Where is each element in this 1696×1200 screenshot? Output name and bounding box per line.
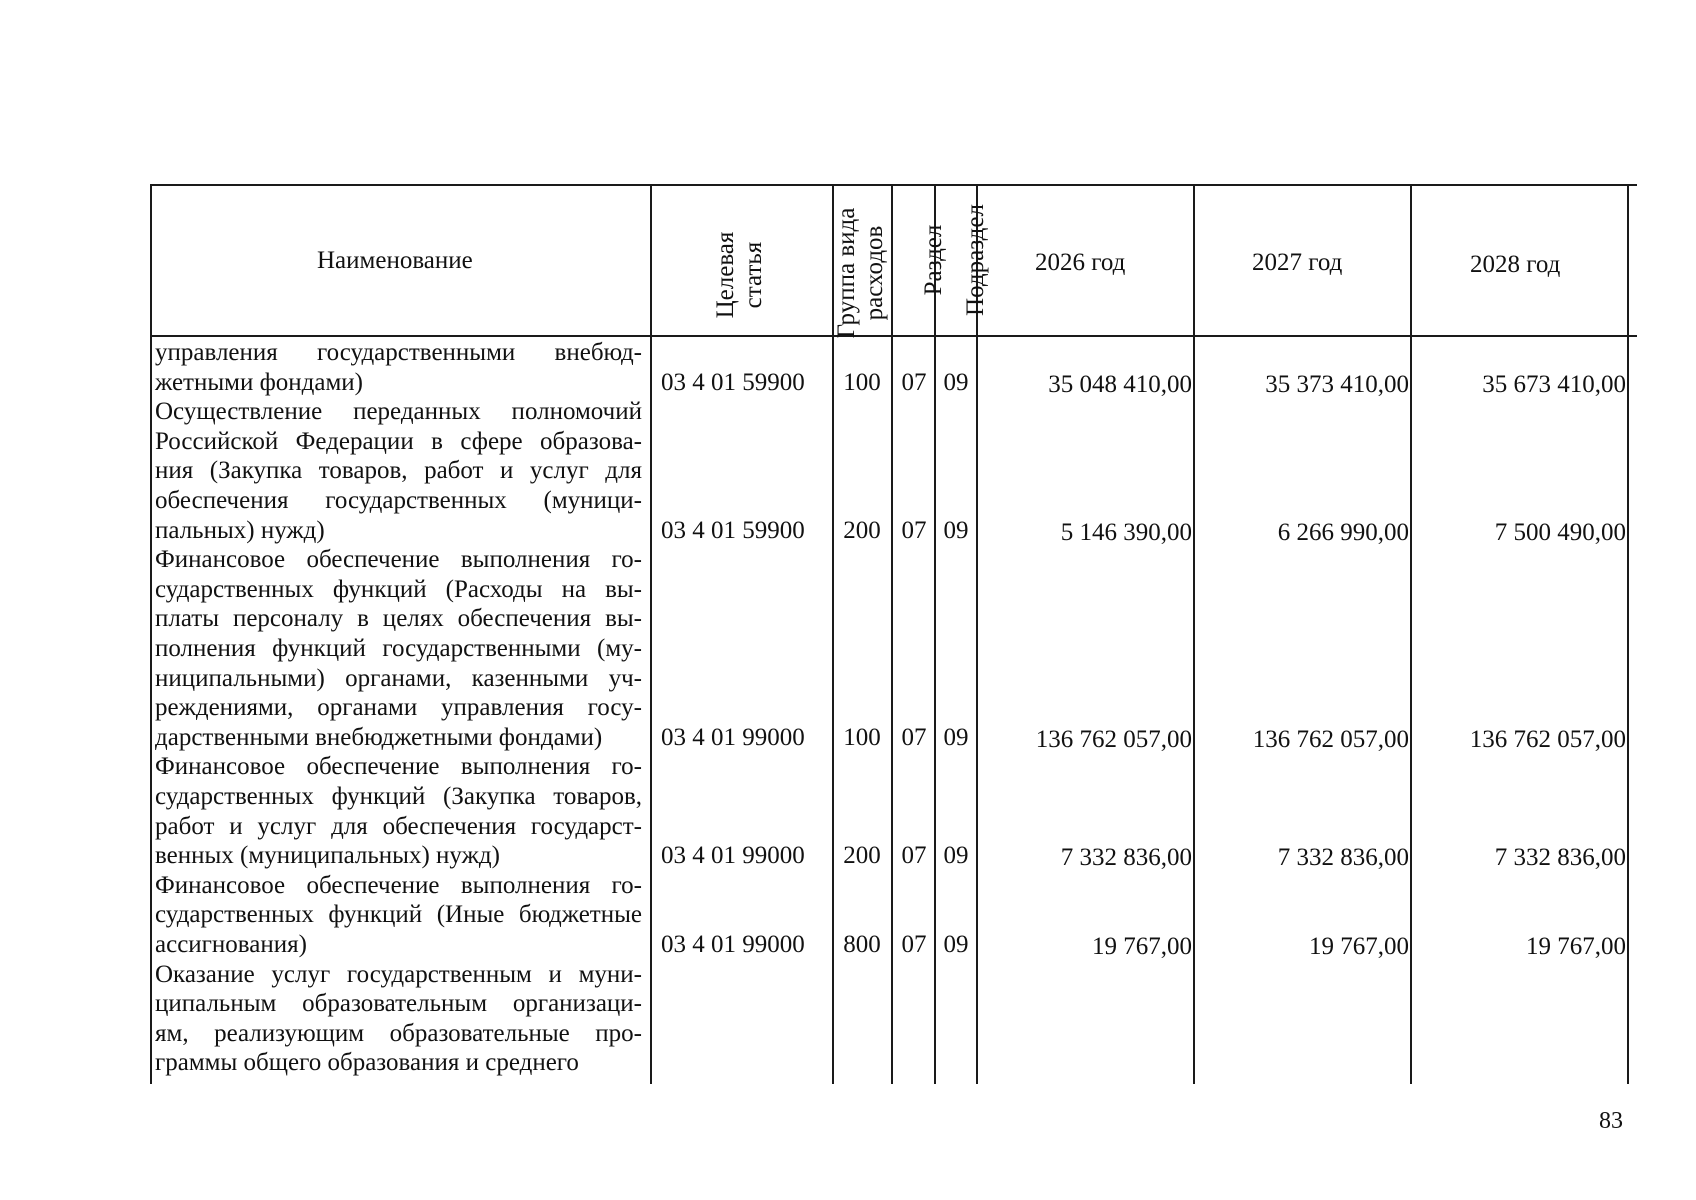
row-expense-group: 200 [843, 516, 881, 544]
row-name-line: Финансовое обеспечение выполнения го- [155, 871, 642, 899]
row-section: 07 [901, 516, 927, 544]
row-subsection: 09 [943, 931, 969, 958]
row-name-line: Осуществление переданных полномочий [155, 398, 642, 426]
col-border-right [1627, 184, 1629, 1084]
row-name-line: дарственными внебюджетными фондами) [155, 723, 603, 751]
row-subsection: 09 [943, 368, 969, 396]
row-value-2028: 7 332 836,00 [1494, 844, 1626, 872]
row-value-2027: 7 332 836,00 [1277, 844, 1409, 872]
row-name-line: венных (муниципальных) нужд) [155, 842, 500, 870]
row-name-line: сударственных функций (Закупка товаров, [155, 783, 642, 810]
row-name-line: пальных) нужд) [155, 516, 325, 544]
header-2026: 2026 год [1035, 249, 1126, 276]
row-name-line: управления государственными внебюд- [155, 339, 642, 366]
row-name-line: Оказание услуг государственным и муни- [155, 960, 642, 988]
row-name-line: ниципальными) органами, казенными уч- [155, 664, 642, 692]
row-value-2026: 5 146 390,00 [1060, 518, 1192, 546]
row-expense-group: 800 [843, 931, 881, 958]
row-section: 07 [901, 723, 927, 751]
col-border-left [150, 184, 152, 1084]
row-subsection: 09 [943, 842, 969, 870]
row-section: 07 [901, 931, 927, 958]
row-name-line: Финансовое обеспечение выполнения го- [155, 753, 642, 781]
row-target-article: 03 4 01 99000 [661, 842, 805, 870]
row-name-line: ям, реализующим образовательные про- [155, 1019, 642, 1047]
table-top-border [150, 184, 1637, 186]
header-expense-group: Группа вида расходов [833, 207, 888, 339]
row-value-2026: 35 048 410,00 [1048, 370, 1192, 398]
row-target-article: 03 4 01 99000 [661, 723, 805, 751]
row-value-2026: 19 767,00 [1092, 933, 1192, 960]
row-value-2028: 35 673 410,00 [1482, 370, 1626, 398]
col-border-2027 [1410, 184, 1412, 1084]
row-value-2027: 6 266 990,00 [1277, 518, 1409, 546]
row-target-article: 03 4 01 99000 [661, 931, 805, 958]
row-value-2028: 19 767,00 [1526, 933, 1626, 960]
row-name-line: обеспечения государственных (муници- [155, 487, 642, 514]
row-value-2028: 7 500 490,00 [1494, 518, 1626, 546]
row-name-line: жетными фондами) [155, 368, 364, 396]
row-name-line: полнения функций государственными (му- [155, 635, 642, 662]
page-number: 83 [1599, 1108, 1623, 1134]
row-name-line: реждениями, органами управления госу- [155, 694, 642, 722]
row-name-line: сударственных функций (Иные бюджетные [155, 901, 642, 929]
row-section: 07 [901, 842, 927, 870]
row-name-line: граммы общего образования и среднего [155, 1049, 579, 1077]
row-expense-group: 200 [843, 842, 881, 870]
header-target-article: Целевая статья [712, 231, 767, 319]
row-name-line: ципальным образовательным организаци- [155, 990, 642, 1018]
col-border-group [891, 184, 893, 1084]
col-border-name [650, 184, 652, 1084]
row-name-line: работ и услуг для обеспечения государст- [155, 812, 642, 840]
header-bottom-border [150, 335, 1637, 337]
row-name-line: платы персоналу в целях обеспечения вы- [155, 605, 642, 633]
header-2028: 2028 год [1470, 251, 1561, 278]
row-value-2027: 35 373 410,00 [1265, 370, 1409, 398]
row-name-line: Российской Федерации в сфере образова- [155, 427, 642, 455]
header-2027: 2027 год [1252, 249, 1343, 276]
row-name-line: ния (Закупка товаров, работ и услуг для [155, 457, 642, 485]
row-value-2027: 136 762 057,00 [1252, 725, 1409, 753]
row-value-2028: 136 762 057,00 [1469, 725, 1626, 753]
header-subsection: Подраздел [962, 204, 989, 316]
row-subsection: 09 [943, 723, 969, 751]
row-value-2026: 136 762 057,00 [1035, 725, 1192, 753]
row-expense-group: 100 [843, 368, 881, 396]
row-target-article: 03 4 01 59900 [661, 368, 805, 396]
row-name-line: сударственных функций (Расходы на вы- [155, 575, 642, 603]
col-border-2026 [1193, 184, 1195, 1084]
row-target-article: 03 4 01 59900 [661, 516, 805, 544]
row-name-line: ассигнования) [155, 931, 307, 958]
row-name-line: Финансовое обеспечение выполнения го- [155, 546, 642, 574]
header-name: Наименование [317, 247, 473, 274]
row-expense-group: 100 [843, 723, 881, 751]
row-subsection: 09 [943, 516, 969, 544]
header-section: Раздел [920, 224, 947, 296]
row-section: 07 [901, 368, 927, 396]
row-value-2026: 7 332 836,00 [1060, 844, 1192, 872]
row-value-2027: 19 767,00 [1309, 933, 1409, 960]
